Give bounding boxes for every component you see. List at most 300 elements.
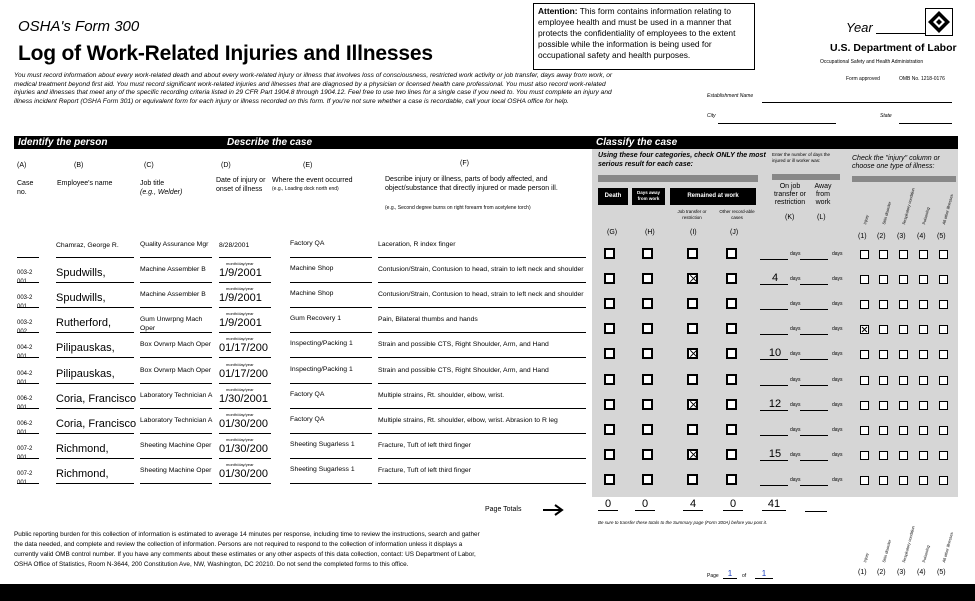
days-away-header: Days away from work [632, 188, 665, 205]
employee-name: Spudwills, [56, 267, 106, 279]
form-number: OSHA's Form 300 [18, 18, 140, 35]
col-k-letter: (K) [785, 214, 795, 221]
total-g: 0 [598, 498, 618, 511]
total-i: 4 [683, 498, 703, 511]
header-type-label-5: All other illnesses [941, 193, 955, 225]
footer-type-num-2: (2) [877, 569, 886, 576]
days-restricted-underline [760, 485, 788, 486]
date-underline [219, 282, 271, 283]
totals-note: Be sure to transfer these totals to the Summary page (Form 300A) before you post it. [598, 520, 768, 525]
injury-type-checkbox-3[interactable] [899, 350, 908, 359]
days-unit-l: days [832, 326, 843, 332]
header-type-num-5: (5) [937, 233, 946, 240]
job-title: Sheeting Machine Oper [140, 442, 212, 449]
classify-checkbox-h[interactable] [642, 474, 653, 485]
days-instructions: Enter the number of days the injured or ill worker was: [772, 152, 831, 163]
classify-checkbox-j[interactable] [726, 323, 737, 334]
event-location: Factory QA [290, 416, 325, 423]
employee-name: Richmond, [56, 443, 109, 455]
job-underline [140, 282, 212, 283]
injury-type-checkbox-1[interactable] [860, 275, 869, 284]
footer-type-num-3: (3) [897, 569, 906, 576]
classify-checkbox-g[interactable] [604, 374, 615, 385]
description-underline [378, 458, 586, 459]
injury-type-checkbox-2[interactable] [879, 476, 888, 485]
col-a-letter: (A) [17, 162, 27, 169]
case-number: 004-2 001 [17, 345, 33, 360]
header-type-num-2: (2) [877, 233, 886, 240]
header-type-label-1: Injury [862, 214, 870, 225]
days-unit-k: days [790, 427, 801, 433]
burden-statement: Public reporting burden for this collection of information is estimated to average 14 minutes per response, including time to review the instructions, search and gather the data needed, and complete and review the collection of information. Persons are not required to respond to the collection of information unless it displays a currently valid OMB control number. If you have any comments about these estimates or any other aspects of this data collection, contact: US Department of Labor, OSHA Office of Statistics, Room N-3644, 200 Constitution Ave, NW, Washington, DC 20210. Do not send the completed forms to this office. [14, 531, 480, 568]
days-away-underline [800, 359, 828, 360]
instructions: You must record information about every work-related death and about every work-related injury or illness that involves loss of consciousness, restricted work activity or job transfer, days away from work, or medical treatment beyond first aid. You must record significant work-related injuries and illnesses that are diagnosed by a physician or licensed health care professional. You must also record work-related injuries and illnesses that meet any of the specific recording criteria listed in 29 CFR Part 1904.8 through 1904.12. Feel free to use two lines for a single case if you need to. You must complete an injury and illness incident Report (OSHA Form 301) or equivalent form for each injury or illness recorded on this form. If you're not sure whether a case is recordable, call your local OSHA office for help. [14, 72, 613, 105]
case-underline [17, 357, 39, 358]
date-format: month/day/year [226, 336, 254, 341]
injury-type-checkbox-3[interactable] [899, 300, 908, 309]
classify-checkbox-i[interactable] [687, 298, 698, 309]
days-restricted-underline [760, 309, 788, 310]
col-f-label: Describe injury or illness, parts of body affected, and object/substance that directly injured or made person ill. [385, 176, 558, 192]
page-total: 1 [755, 569, 773, 579]
injury-date: 01/30/200 [219, 418, 268, 430]
name-underline [56, 357, 134, 358]
date-format: month/day/year [226, 261, 254, 266]
classify-checkbox-g[interactable] [604, 424, 615, 435]
date-underline [219, 383, 271, 384]
injury-date: 1/9/2001 [219, 267, 262, 279]
injury-type-checkbox-4[interactable] [919, 426, 928, 435]
injury-description: Pain, Bilateral thumbs and hands [378, 316, 478, 323]
classify-checkbox-j[interactable] [726, 348, 737, 359]
establishment-label: Establishment Name [707, 93, 754, 99]
date-format: month/day/year [226, 362, 254, 367]
days-unit-k: days [790, 276, 801, 282]
injury-type-checkbox-2[interactable] [879, 376, 888, 385]
omb-number: OMB No. 1218-0176 [899, 76, 945, 82]
injury-type-checkbox-5[interactable] [939, 426, 948, 435]
header-type-label-4: Poisoning [921, 206, 931, 225]
date-underline [219, 257, 271, 258]
injury-type-checkbox-2[interactable] [879, 401, 888, 410]
classify-checkbox-h[interactable] [642, 298, 653, 309]
footer-type-label-3: Respiratory condition [901, 525, 916, 563]
days-away-underline [800, 259, 828, 260]
case-underline [17, 282, 39, 283]
classify-checkbox-h[interactable] [642, 323, 653, 334]
injury-type-checkbox-4[interactable] [919, 376, 928, 385]
injury-type-checkbox-2[interactable] [879, 426, 888, 435]
injury-type-checkbox-4[interactable] [919, 401, 928, 410]
classify-checkbox-g[interactable] [604, 323, 615, 334]
classify-checkbox-i[interactable] [687, 348, 698, 359]
days-away-underline [800, 435, 828, 436]
days-unit-l: days [832, 351, 843, 357]
name-underline [56, 408, 134, 409]
classify-checkbox-i[interactable] [687, 248, 698, 259]
col-e-label: Where the event occurred [272, 177, 353, 184]
event-location: Inspecting/Packing 1 [290, 340, 353, 347]
department-name: U.S. Department of Labor [830, 42, 957, 54]
page-number: 1 [723, 569, 737, 579]
job-underline [140, 458, 212, 459]
job-title: Machine Assembler B [140, 266, 206, 273]
days-away-underline [800, 284, 828, 285]
classify-instructions: Using these four categories, check ONLY the most serious result for each case: [598, 152, 766, 168]
total-k: 41 [762, 498, 786, 511]
death-header: Death [598, 188, 628, 205]
date-underline [219, 433, 271, 434]
injury-date: 01/30/200 [219, 468, 268, 480]
classify-stripe [598, 175, 758, 182]
injury-date: 1/9/2001 [219, 292, 262, 304]
injury-type-checkbox-4[interactable] [919, 325, 928, 334]
injury-type-checkbox-5[interactable] [939, 275, 948, 284]
job-transfer-label: Job transfer or restriction [677, 209, 707, 220]
classify-checkbox-g[interactable] [604, 298, 615, 309]
date-format: month/day/year [226, 311, 254, 316]
footer-type-num-1: (1) [858, 569, 867, 576]
event-location: Gum Recovery 1 [290, 315, 341, 322]
on-job-label: On job transfer or restriction [774, 183, 806, 206]
col-c-label: Job title [140, 180, 165, 187]
job-underline [140, 433, 212, 434]
header-type-label-2: Skin disorder [881, 201, 893, 225]
case-underline [17, 483, 39, 484]
classify-checkbox-i[interactable] [687, 424, 698, 435]
header-type-num-3: (3) [897, 233, 906, 240]
other-recordable-label: Other record-able cases [719, 209, 755, 220]
days-unit-k: days [790, 402, 801, 408]
total-l [805, 511, 827, 512]
date-underline [219, 332, 271, 333]
description-underline [378, 332, 586, 333]
job-underline [140, 307, 212, 308]
date-format: month/day/year [226, 462, 254, 467]
city-field[interactable] [718, 123, 836, 124]
days-unit-k: days [790, 301, 801, 307]
case-number: 006-2 001 [17, 396, 33, 411]
classify-checkbox-h[interactable] [642, 374, 653, 385]
injury-description: Fracture, Tuft of left third finger [378, 442, 471, 449]
injury-description: Contusion/Strain, Contusion to head, strain to left neck and shoulder [378, 291, 584, 298]
injury-type-checkbox-2[interactable] [879, 451, 888, 460]
classify-checkbox-j[interactable] [726, 474, 737, 485]
days-restricted: 4 [771, 272, 779, 284]
injury-type-checkbox-4[interactable] [919, 451, 928, 460]
location-underline [290, 332, 372, 333]
col-c-letter: (C) [144, 162, 154, 169]
days-restricted: 12 [768, 398, 782, 410]
classify-checkbox-g[interactable] [604, 474, 615, 485]
section-classify: Classify the case [596, 137, 678, 148]
col-d-letter: (D) [221, 162, 231, 169]
days-restricted-underline [760, 259, 788, 260]
days-unit-k: days [790, 477, 801, 483]
footer-type-num-4: (4) [917, 569, 926, 576]
days-away-underline [800, 334, 828, 335]
employee-name: Coria, Francisco [56, 418, 136, 430]
employee-name: Pilipauskas, [56, 342, 115, 354]
classify-checkbox-j[interactable] [726, 273, 737, 284]
name-underline [56, 332, 134, 333]
classify-checkbox-j[interactable] [726, 298, 737, 309]
injury-type-checkbox-3[interactable] [899, 476, 908, 485]
location-underline [290, 357, 372, 358]
days-unit-k: days [790, 377, 801, 383]
dol-seal-icon [925, 8, 953, 36]
location-underline [290, 483, 372, 484]
case-underline [17, 332, 39, 333]
injury-description: Multiple strains, Rt. shoulder, elbow, wrist. [378, 392, 505, 399]
injury-type-checkbox-4[interactable] [919, 300, 928, 309]
classify-checkbox-i[interactable] [687, 273, 698, 284]
classify-checkbox-h[interactable] [642, 248, 653, 259]
event-location: Inspecting/Packing 1 [290, 366, 353, 373]
injury-type-checkbox-2[interactable] [879, 250, 888, 259]
col-g-letter: (G) [607, 229, 618, 236]
location-underline [290, 458, 372, 459]
col-l-letter: (L) [817, 214, 826, 221]
injury-type-checkbox-5[interactable] [939, 300, 948, 309]
job-title: Box Ovrwrp Mach Oper [140, 367, 212, 374]
event-location: Sheeting Sugarless 1 [290, 441, 355, 448]
name-underline [56, 483, 134, 484]
name-underline [56, 257, 134, 258]
injury-type-checkbox-1[interactable] [860, 250, 869, 259]
injury-type-checkbox-1[interactable] [860, 350, 869, 359]
classify-checkbox-g[interactable] [604, 273, 615, 284]
city-label: City [707, 113, 716, 119]
days-unit-l: days [832, 477, 843, 483]
date-underline [219, 483, 271, 484]
job-underline [140, 408, 212, 409]
days-unit-l: days [832, 427, 843, 433]
injury-date: 1/30/2001 [219, 393, 268, 405]
injury-type-checkbox-4[interactable] [919, 350, 928, 359]
location-underline [290, 282, 372, 283]
name-underline [56, 282, 134, 283]
injury-type-checkbox-4[interactable] [919, 275, 928, 284]
year-label: Year [846, 20, 873, 35]
classify-checkbox-h[interactable] [642, 449, 653, 460]
injury-type-checkbox-1[interactable] [860, 376, 869, 385]
employee-name: Pilipauskas, [56, 368, 115, 380]
days-unit-l: days [832, 276, 843, 282]
name-underline [56, 458, 134, 459]
job-underline [140, 332, 212, 333]
days-restricted-underline [760, 460, 788, 461]
days-unit-l: days [832, 251, 843, 257]
injury-type-checkbox-1[interactable] [860, 401, 869, 410]
col-b-label: Employee's name [57, 180, 113, 187]
injury-description: Laceration, R index finger [378, 241, 456, 248]
date-underline [219, 307, 271, 308]
injury-description: Strain and possible CTS, Right Shoulder, Arm, and Hand [378, 341, 549, 348]
date-underline [219, 458, 271, 459]
injury-type-checkbox-1[interactable] [860, 300, 869, 309]
injury-date: 01/17/200 [219, 368, 268, 380]
location-underline [290, 408, 372, 409]
col-e-sub: (e.g., Loading dock north end) [272, 186, 339, 192]
case-underline [17, 307, 39, 308]
location-underline [290, 307, 372, 308]
location-underline [290, 433, 372, 434]
days-restricted-underline [760, 359, 788, 360]
days-away-underline [800, 385, 828, 386]
classify-checkbox-h[interactable] [642, 424, 653, 435]
page-title: Log of Work-Related Injuries and Illnesses [18, 42, 433, 65]
days-unit-l: days [832, 377, 843, 383]
state-label: State [880, 113, 892, 119]
injury-description: Contusion/Strain, Contusion to head, strain to left neck and shoulder [378, 266, 584, 273]
job-title: Sheeting Machine Oper [140, 467, 212, 474]
case-number: 003-2 001 [17, 270, 33, 285]
injury-type-checkbox-3[interactable] [899, 325, 908, 334]
classify-checkbox-j[interactable] [726, 424, 737, 435]
page-totals-label: Page Totals [485, 506, 522, 513]
description-underline [378, 383, 586, 384]
total-h: 0 [635, 498, 655, 511]
classify-checkbox-i[interactable] [687, 323, 698, 334]
date-format: month/day/year [226, 437, 254, 442]
days-unit-k: days [790, 326, 801, 332]
name-underline [56, 307, 134, 308]
description-underline [378, 433, 586, 434]
classify-checkbox-g[interactable] [604, 348, 615, 359]
injury-type-checkbox-3[interactable] [899, 451, 908, 460]
days-restricted-underline [760, 334, 788, 335]
injury-type-checkbox-3[interactable] [899, 401, 908, 410]
injury-type-checkbox-2[interactable] [879, 325, 888, 334]
footer-type-num-5: (5) [937, 569, 946, 576]
event-location: Factory QA [290, 240, 325, 247]
days-unit-k: days [790, 452, 801, 458]
injury-type-checkbox-1[interactable] [860, 426, 869, 435]
date-underline [219, 357, 271, 358]
case-underline [17, 458, 39, 459]
job-title: Laboratory Technician A [140, 392, 213, 399]
section-describe: Describe the case [227, 137, 313, 148]
header-type-num-1: (1) [858, 233, 867, 240]
days-unit-l: days [832, 402, 843, 408]
classify-checkbox-i[interactable] [687, 449, 698, 460]
classify-checkbox-i[interactable] [687, 399, 698, 410]
establishment-field[interactable] [762, 102, 952, 103]
employee-name: Spudwills, [56, 292, 106, 304]
days-unit-k: days [790, 251, 801, 257]
case-underline [17, 408, 39, 409]
classify-checkbox-i[interactable] [687, 474, 698, 485]
classify-checkbox-h[interactable] [642, 348, 653, 359]
injury-type-checkbox-1[interactable] [860, 325, 869, 334]
col-b-letter: (B) [74, 162, 84, 169]
days-stripe [772, 174, 840, 180]
days-away-underline [800, 410, 828, 411]
injury-type-checkbox-5[interactable] [939, 250, 948, 259]
type-stripe [852, 176, 956, 182]
injury-description: Fracture, Tuft of left third finger [378, 467, 471, 474]
classify-checkbox-g[interactable] [604, 248, 615, 259]
days-away-underline [800, 460, 828, 461]
injury-type-checkbox-1[interactable] [860, 451, 869, 460]
description-underline [378, 408, 586, 409]
state-field[interactable] [899, 123, 952, 124]
section-identify: Identify the person [18, 137, 108, 148]
description-underline [378, 282, 586, 283]
away-label: Away from work [814, 183, 832, 206]
injury-type-checkbox-3[interactable] [899, 275, 908, 284]
injury-type-checkbox-2[interactable] [879, 275, 888, 284]
case-number: 003-2 002 [17, 320, 33, 335]
case-number: 007-2 001 [17, 471, 33, 486]
classify-checkbox-j[interactable] [726, 399, 737, 410]
injury-type-checkbox-2[interactable] [879, 350, 888, 359]
days-unit-k: days [790, 351, 801, 357]
injury-type-checkbox-5[interactable] [939, 451, 948, 460]
days-restricted-underline [760, 435, 788, 436]
injury-type-checkbox-5[interactable] [939, 476, 948, 485]
injury-type-checkbox-1[interactable] [860, 476, 869, 485]
agency-name: Occupational Safety and Health Administration [820, 59, 924, 65]
event-location: Machine Shop [290, 265, 334, 272]
classify-checkbox-j[interactable] [726, 449, 737, 460]
injury-type-checkbox-3[interactable] [899, 376, 908, 385]
classify-checkbox-j[interactable] [726, 374, 737, 385]
injury-type-checkbox-5[interactable] [939, 401, 948, 410]
total-j: 0 [723, 498, 743, 511]
days-away-underline [800, 309, 828, 310]
form-approved: Form approved [846, 76, 880, 82]
col-j-letter: (J) [730, 229, 739, 236]
classify-checkbox-g[interactable] [604, 399, 615, 410]
injury-type-checkbox-4[interactable] [919, 476, 928, 485]
injury-type-checkbox-5[interactable] [939, 325, 948, 334]
col-i-letter: (I) [690, 229, 697, 236]
injury-type-checkbox-5[interactable] [939, 350, 948, 359]
injury-type-checkbox-5[interactable] [939, 376, 948, 385]
description-underline [378, 357, 586, 358]
injury-description: Strain and possible CTS, Right Shoulder, Arm, and Hand [378, 367, 549, 374]
attention-text: This form contains information relating to employee health and must be used in a manner that protects the confidentiality of employees to the extent possible while the information is being used for occupational safety and health purposes. [538, 6, 736, 60]
injury-type-checkbox-4[interactable] [919, 250, 928, 259]
col-e-letter: (E) [303, 162, 313, 169]
job-title: Laboratory Technician A [140, 417, 213, 424]
classify-checkbox-h[interactable] [642, 273, 653, 284]
classify-checkbox-g[interactable] [604, 449, 615, 460]
case-underline [17, 383, 39, 384]
classify-checkbox-h[interactable] [642, 399, 653, 410]
footer-type-label-4: Poisoning [921, 544, 931, 563]
injury-type-checkbox-3[interactable] [899, 250, 908, 259]
days-unit-l: days [832, 301, 843, 307]
injury-date: 01/30/200 [219, 443, 268, 455]
classify-checkbox-j[interactable] [726, 248, 737, 259]
event-location: Sheeting Sugarless 1 [290, 466, 355, 473]
injury-type-checkbox-3[interactable] [899, 426, 908, 435]
remained-header: Remained at work [670, 188, 756, 205]
job-title: Machine Assembler B [140, 291, 206, 298]
days-restricted-underline [760, 410, 788, 411]
col-d-label: Date of injury or onset of illness [216, 177, 266, 193]
injury-type-checkbox-2[interactable] [879, 300, 888, 309]
days-restricted: 15 [768, 448, 782, 460]
classify-checkbox-i[interactable] [687, 374, 698, 385]
case-number: 007-2 001 [17, 446, 33, 461]
col-c-sub: (e.g., Welder) [140, 189, 183, 196]
days-restricted-underline [760, 284, 788, 285]
section-bar [14, 136, 958, 149]
